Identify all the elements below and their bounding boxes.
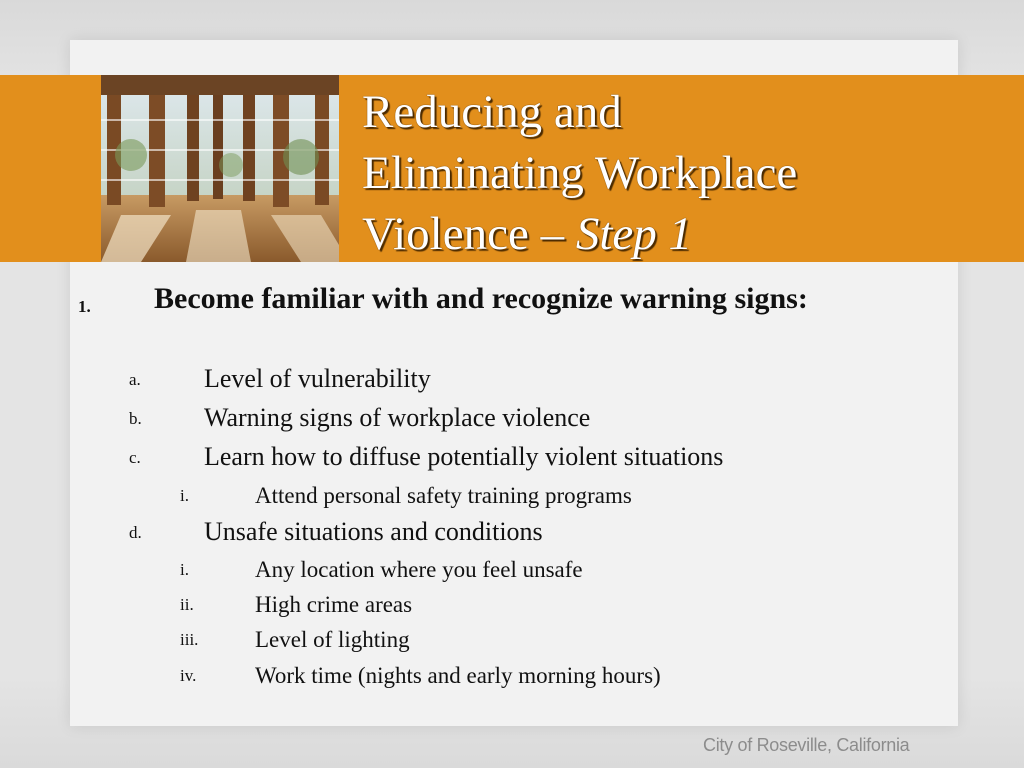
outline-marker: i. [180,560,189,579]
outline-marker: d. [129,523,142,542]
atrium-photo [101,75,339,262]
outline-marker: iv. [180,666,197,685]
outline-marker: iii. [180,630,199,649]
outline-text: Level of lighting [255,627,410,652]
outline-text: Unsafe situations and conditions [204,517,543,546]
title-line-2: Eliminating Workplace [362,147,798,199]
outline-marker: b. [129,409,142,428]
outline-text: Warning signs of workplace violence [204,403,591,432]
outline-text: High crime areas [255,592,413,617]
outline-marker: 1. [78,297,91,316]
outline-marker: ii. [180,595,194,614]
outline-marker: a. [129,370,141,389]
title-line-3: Violence – [362,208,576,260]
outline-text: Any location where you feel unsafe [255,557,583,582]
outline-marker: i. [180,486,189,505]
title-step-label: Step 1 [575,208,692,260]
outline-text: Learn how to diffuse potentially violent situations [204,442,724,471]
outline-text: Level of vulnerability [204,364,431,393]
outline-text: Attend personal safety training programs [255,483,632,508]
footer-credit: City of Roseville, California [703,735,910,755]
outline-marker: c. [129,448,141,467]
slide-title [362,82,1012,265]
title-line-1: Reducing and [362,86,622,138]
outline-text: Work time (nights and early morning hours) [255,663,661,688]
outline-text: Become familiar with and recognize warning signs: [154,282,808,315]
